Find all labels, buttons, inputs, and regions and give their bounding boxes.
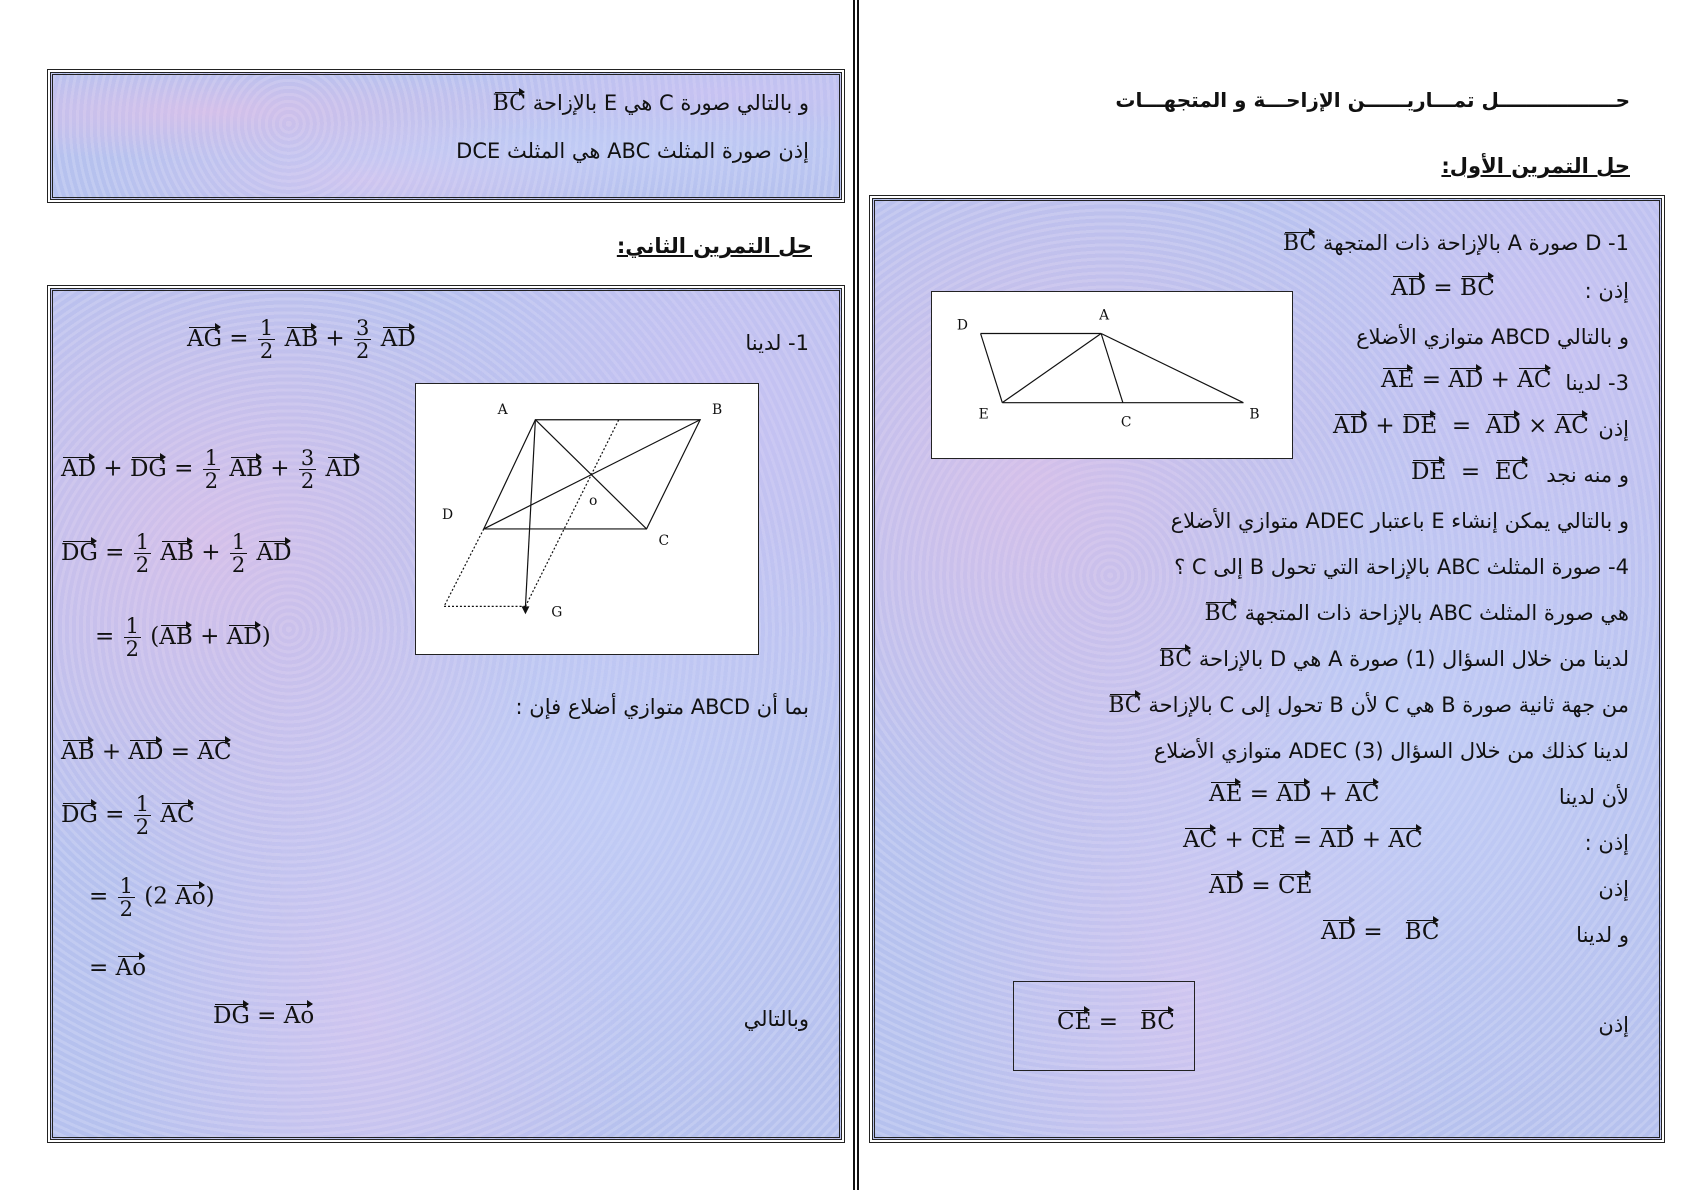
segment-ae <box>1002 334 1101 403</box>
segment-de <box>981 334 1003 403</box>
ex1-line2-label: إذن : <box>1584 279 1629 303</box>
ex1-line17-eq: CE = BC <box>1057 1009 1175 1035</box>
ex1-line8: 4- صورة المثلث ABC بالإزاحة التي تحول B إلى C ؟ <box>1174 555 1629 579</box>
ex1-line6-label: و منه نجد <box>1546 463 1629 487</box>
arrowhead-icon <box>521 606 529 614</box>
ex2-figure <box>415 383 759 655</box>
fig-label-a: A <box>497 401 508 418</box>
ex1-heading: حل التمرين الأول: <box>1441 154 1630 178</box>
ex1-line17-label: إذن <box>1598 1013 1629 1037</box>
fig-label-o: o <box>588 493 598 510</box>
ex1-line15-eq: AD = CE <box>1209 873 1313 899</box>
ex2-heading: حل التمرين الثاني: <box>616 234 812 258</box>
ex1-line9: هي صورة المثلث ABC بالإزاحة ذات المتجهة BC <box>1204 601 1629 626</box>
fig1-label-d: D <box>956 317 968 334</box>
ex2-parallel-text: بما أن ABCD متوازي أضلاع فإن : <box>515 695 809 719</box>
ex2-eq3: DG = $\frac{1}{2}$ AB + $\frac{1}{2}$ AD <box>61 530 292 578</box>
fig1-label-a: A <box>1099 307 1110 324</box>
ex2-eq6: DG = $\frac{1}{2}$ AC <box>61 792 195 840</box>
ex2-eq7: = $\frac{1}{2}$ (2 Ao) <box>89 874 215 922</box>
dotted-diag <box>525 420 618 607</box>
left-top-panel <box>50 72 842 200</box>
fig1-label-b: B <box>1249 406 1260 423</box>
ex2-eq9: DG = Ao <box>213 1003 315 1029</box>
ex1-line12: لدينا كذلك من خلال السؤال (3) ADEC متوازي الأضلاع <box>1153 739 1629 763</box>
ex2-eq4: = $\frac{1}{2}$ (AB + AD) <box>95 614 271 662</box>
ex1-line3: و بالتالي ABCD متوازي الأضلاع <box>1356 325 1629 349</box>
ex1-line11: من جهة ثانية صورة B هي C لأن B تحول إلى C بالإزاحة BC <box>1108 693 1629 718</box>
ex2-eq1: AG = $\frac{1}{2}$ AB + $\frac{3}{2}$ AD <box>187 316 416 364</box>
ex1-line10: لدينا من خلال السؤال (1) صورة A هي D بالإزاحة BC <box>1158 647 1629 672</box>
fig-label-d: D <box>442 507 454 523</box>
page-title: حـــــــــــــــــل تمـــاريــــــن الإزاحـــة و المتجهـــات <box>1115 88 1630 112</box>
vector: BC <box>492 91 527 116</box>
ex2-label1: 1- لدينا <box>745 331 809 355</box>
segment-ac <box>1101 334 1123 403</box>
ex1-line6-eq: DE = EC <box>1411 459 1530 485</box>
fig-label-g: G <box>551 604 563 621</box>
ex1-line5-eq: AD + DE = AD × AC <box>1333 413 1589 439</box>
ex1-line15-label: إذن <box>1598 877 1629 901</box>
ex2-eq2: AD + DG = $\frac{1}{2}$ AB + $\frac{3}{2}$ AD <box>61 446 361 494</box>
ex1-figure <box>931 291 1293 459</box>
ex1-line5-label: إذن <box>1598 417 1629 441</box>
fig1-label-c: C <box>1120 414 1132 431</box>
dotted-dg <box>444 529 484 606</box>
ex1-line13-label: لأن لدينا <box>1558 785 1629 809</box>
ex1-panel <box>872 198 1662 1140</box>
ex1-line4-eq: AE = AD + AC <box>1381 367 1552 393</box>
left-top-line1: و بالتالي صورة C هي E بالإزاحة BC <box>492 91 809 116</box>
fig1-label-e: E <box>978 406 989 423</box>
segment-ab <box>1101 334 1243 403</box>
ex1-line1: 1- D صورة A بالإزاحة ذات المتجهة BC <box>1282 231 1629 256</box>
left-top-line2: إذن صورة المثلث ABC هي المثلث DCE <box>456 139 809 163</box>
ex1-line14-eq: AC + CE = AD + AC <box>1183 827 1423 853</box>
ex2-panel <box>50 288 842 1140</box>
ex1-line2-eq: AD = BC <box>1391 275 1495 301</box>
ex1-line4-label: 3- لدينا <box>1565 371 1629 395</box>
ex1-line13-eq: AE = AD + AC <box>1209 781 1380 807</box>
ex1-line14-label: إذن : <box>1584 831 1629 855</box>
ex1-line16-label: و لدينا <box>1576 923 1629 947</box>
fig-label-c: C <box>658 532 670 549</box>
vector-ag <box>525 420 535 607</box>
ex2-eq5: AB + AD = AC <box>61 739 232 765</box>
ex1-line7: و بالتالي يمكن إنشاء E باعتبار ADEC متوازي الأضلاع <box>1170 509 1629 533</box>
fig-label-b: B <box>712 401 723 418</box>
ex2-final-label: وبالتالي <box>743 1007 809 1031</box>
ex2-eq8: = Ao <box>89 955 147 981</box>
ex1-line16-eq: AD = BC <box>1321 919 1440 945</box>
page-divider <box>853 0 859 1190</box>
